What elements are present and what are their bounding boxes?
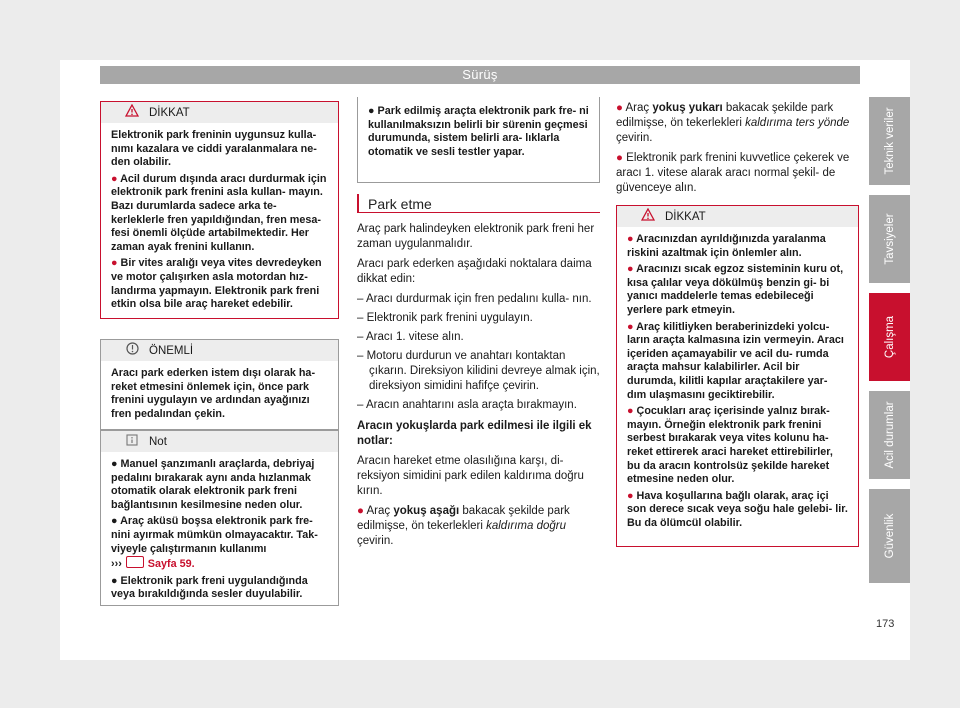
bullet-icon: ● <box>616 102 626 114</box>
page-link[interactable]: Sayfa 59. <box>147 558 195 571</box>
warning-item: ● Çocukları araç içerisinde yalnız bırak- mayın. Örneğin elektronik park frenini serbest bırakarak veya vites kolunu ha- reket ettirerek araci hareket ettirebilirler, bu da aracın kontrolsüz şekilde hareket etmesine neden olur. <box>627 405 833 486</box>
notice-box <box>100 339 339 430</box>
warning-intro: Elektronik park freninin uygunsuz kulla- nımı kazalara ve ciddi yaralanmalara ne- den olabilir. <box>111 129 317 169</box>
bullet-icon: ● <box>111 574 121 587</box>
warning-triangle-icon <box>125 104 139 121</box>
bullet-icon: ● <box>368 105 378 117</box>
warning-triangle-icon <box>641 208 655 225</box>
dash-item: – Motoru durdurun ve anahtarı kontaktan çıkarın. Direksiyon kilidini devreye almak için, direksiyon simidini hafifçe çevirin. <box>357 350 600 392</box>
warning-title: DİKKAT <box>665 210 706 223</box>
subheading: Aracın yokuşlarda park edilmesi ile ilgili ek notlar: <box>357 420 592 447</box>
bullet-icon: ● <box>627 263 637 276</box>
warning-box-right <box>616 205 859 547</box>
warning-item: ● Bir vites aralığı veya vites devredeyken ve motor çalışırken asla motordan hız- landırma yapmayın. Elektronik park freni etkin olsa bile araç hareket edebilir. <box>111 257 322 311</box>
note-header <box>101 431 338 452</box>
warning-item: ● Aracınızı sıcak egzoz sisteminin kuru ot, kısa çalılar veya dökülmüş benzin gi- bi yanıcı maddelerle temas edebileceği yerlere park etmeyin. <box>627 263 844 316</box>
bullet-icon: ● <box>627 405 637 418</box>
continuation-box <box>357 97 600 183</box>
info-circle-icon <box>125 342 139 359</box>
right-text <box>616 101 859 201</box>
ref-arrows: ››› <box>111 558 122 571</box>
warning-item: ● Araç kilitliyken beraberinizdeki yolcu- ların araçta kalmasına izin vermeyin. Aracı içeriden açamayabilir ve acil du- rumda araçta mahsur kalabilirler. Acil bir durumda, kilitli kapılar araçtakilere yar- dım ulaşmasını geciktirebilir. <box>627 320 844 401</box>
warning-item: ● Aracınızdan ayrıldığınızda yaralanma riskini azaltmak için önlemler alın. <box>627 233 826 259</box>
note-item: ● Elektronik park freni uygulandığında veya bırakıldığında sesler duyulabilir. <box>111 574 308 601</box>
tab-tavsiyeler[interactable]: Tavsiyeler <box>869 195 910 283</box>
page-number: 173 <box>876 618 895 630</box>
paragraph: Aracın hareket etme olasılığına karşı, di- reksiyon simidini park edilen kaldırıma doğru kırın. <box>357 455 584 497</box>
gear-item: ● Elektronik park frenini kuvvetlice çekerek ve aracı 1. vitese alarak aracı normal şekil- de güvenceye alın. <box>616 152 850 194</box>
heading-accent <box>357 194 359 213</box>
note-title: Not <box>149 435 167 448</box>
bullet-icon: ● <box>111 515 121 528</box>
dash-item: – Aracı durdurmak için fren pedalını kulla- nın. <box>357 293 592 305</box>
note-icon <box>125 434 139 450</box>
continuation-item: ● Park edilmiş araçta elektronik park fre- ni kullanılmaksızın belirli bir sürenin geçmesi durumunda, sistem belirli ara- lıklarla otomatik ve sesli testler yapar. <box>368 105 589 158</box>
bullet-icon: ● <box>111 172 121 185</box>
note-box <box>100 430 339 606</box>
bullet-icon: ● <box>111 257 121 270</box>
tab-calisma[interactable]: Çalışma <box>869 293 910 381</box>
tab-guvenlik[interactable]: Güvenlik <box>869 489 910 583</box>
bullet-icon: ● <box>627 233 637 245</box>
dash-item: – Elektronik park frenini uygulayın. <box>357 312 533 324</box>
note-item: ● Manuel şanzımanlı araçlarda, debriyaj pedalını bırakarak aynı anda hızlanmak otomatik olarak elektronik park freni bağlantısının kesilmesine neden olur. <box>111 458 315 511</box>
paragraph: Aracı park ederken aşağıdaki noktalara daima dikkat edin: <box>357 258 592 285</box>
notice-header <box>101 340 338 361</box>
notice-title: ÖNEMLİ <box>149 344 194 357</box>
warning-header <box>617 206 858 227</box>
dash-item: – Aracı 1. vitese alın. <box>357 331 464 343</box>
warning-item: ● Hava koşullarına bağlı olarak, araç içi son derece sıcak veya soğu hale gelebi- lir. Bu da ölümcül olabilir. <box>627 489 848 529</box>
warning-header <box>101 102 338 123</box>
bullet-icon: ● <box>111 458 121 470</box>
section-heading: Park etme <box>368 196 432 212</box>
note-item: ● Araç aküsü boşsa elektronik park fre- nini ayırmak mümkün olmayacaktır. Tak- viyeyle çalıştırmanın kullanımı ››› Sayfa 59. <box>111 515 318 571</box>
tab-teknik-veriler[interactable]: Teknik veriler <box>869 97 910 185</box>
warning-box-left <box>100 101 339 319</box>
bullet-icon: ● <box>627 320 637 333</box>
notice-body: Aracı park ederken istem dışı olarak ha- reket etmesini önlemek için, önce park frenini uygulayın ve ardından ayağınızı fren pedalından çekin. <box>111 367 316 420</box>
warning-title: DİKKAT <box>149 106 190 119</box>
bullet-icon: ● <box>616 152 627 164</box>
book-icon <box>126 556 144 568</box>
middle-text <box>357 222 600 554</box>
bullet-icon: ● <box>357 505 367 517</box>
dash-item: – Aracın anahtarını asla araçta bırakmayın. <box>357 399 577 411</box>
page-title: Sürüş <box>462 67 498 82</box>
tab-acil-durumlar[interactable]: Acil durumlar <box>869 391 910 479</box>
downhill-item: ● Araç yokuş aşağı bakacak şekilde park edilmişse, ön tekerlekleri kaldırıma doğru çevirin. <box>357 505 570 547</box>
paragraph: Araç park halindeyken elektronik park freni her zaman uygulanmalıdır. <box>357 223 595 250</box>
warning-item: ● Acil durum dışında aracı durdurmak için elektronik park frenini asla kullan- mayın. Bazı durumlarda sadece arka te- kerleklerle fren yapıldığından, fren mesa- fesi önemli ölçüde artabilmektedir. Her zaman ayak frenini kullanın. <box>111 172 327 253</box>
uphill-item: ● Araç yokuş yukarı bakacak şekilde park edilmişse, ön tekerlekleri kaldırıma ters yönde çevirin. <box>616 102 850 144</box>
bullet-icon: ● <box>627 489 637 502</box>
heading-underline <box>357 212 600 213</box>
